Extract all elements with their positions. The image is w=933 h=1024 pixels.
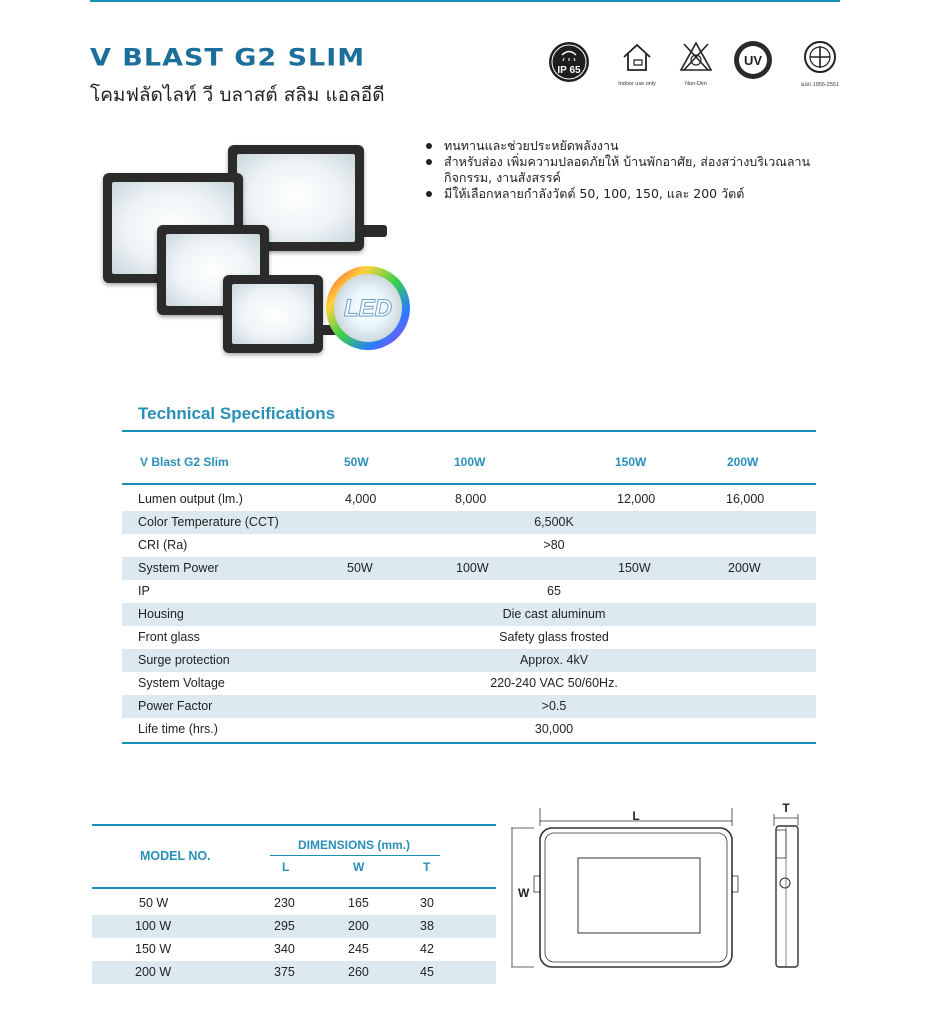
svg-text:IP 65: IP 65 — [557, 65, 581, 76]
feature-item: มีให้เลือกหลายกำลังวัตต์ 50, 100, 150, และ 200 วัตต์ — [426, 186, 846, 202]
non-dim-caption: Non-Dim — [685, 81, 707, 87]
tis-standard-icon — [795, 40, 845, 89]
dim-col-w: W — [353, 860, 365, 874]
dim-row: 50 W 230 165 30 — [139, 896, 434, 910]
dim-col-l: L — [282, 860, 290, 874]
spec-header-rule — [122, 483, 816, 485]
dim-row: 150 W 340 245 42 — [135, 942, 434, 956]
spec-row-cct: Color Temperature (CCT) 6,500K — [122, 511, 816, 534]
dim-title: DIMENSIONS (mm.) — [298, 838, 411, 852]
width-label: W — [518, 886, 530, 900]
product-subtitle: โคมฟลัดไลท์ วี บลาสต์ สลิม แอลอีดี — [90, 84, 385, 106]
spec-row-surge: Surge protection Approx. 4kV — [122, 649, 816, 672]
product-title: V BLAST G2 SLIM — [90, 44, 366, 72]
dim-row: 200 W 375 260 45 — [92, 961, 496, 984]
spec-row-system-power: System Power 50W 100W 150W 200W — [122, 557, 816, 580]
spec-row-front-glass: Front glass Safety glass frosted — [138, 630, 609, 644]
feature-item: ทนทานและช่วยประหยัดพลังงาน — [426, 138, 846, 154]
spec-row-lumen: Lumen output (lm.) 4,000 8,000 12,000 16,000 — [138, 492, 765, 506]
length-label: L — [632, 809, 640, 823]
thickness-label: T — [782, 801, 790, 815]
dimension-drawing — [508, 800, 828, 985]
lamp-50w — [223, 275, 323, 353]
indoor-use-caption: Indoor use only — [618, 81, 656, 87]
spec-row-ip: IP 65 — [138, 584, 561, 598]
dim-subrule — [270, 855, 440, 856]
dim-top-rule — [92, 824, 496, 826]
feature-item: สำหรับส่อง เพิ่มความปลอดภัยให้ บ้านพักอาศัย, ส่องสว่างบริเวณลาน กิจกรรม, งานสังสรรค์ — [426, 154, 846, 186]
spec-row-cri: CRI (Ra) >80 — [138, 538, 565, 552]
spec-top-rule — [122, 430, 816, 432]
top-rule — [90, 0, 840, 2]
spec-header-100w: 100W — [454, 455, 486, 469]
spec-bottom-rule — [122, 742, 816, 744]
spec-header-150w: 150W — [615, 455, 647, 469]
svg-text:UV: UV — [743, 53, 763, 68]
indoor-use-icon — [612, 40, 662, 87]
spec-row-power-factor: Power Factor >0.5 — [122, 695, 816, 718]
svg-text:LED: LED — [344, 295, 392, 322]
spec-row-housing: Housing Die cast aluminum — [122, 603, 816, 626]
spec-row-lifetime: Life time (hrs.) 30,000 — [138, 722, 574, 736]
product-image — [95, 140, 425, 365]
tis-standard-caption: มอก.1955-2551 — [800, 82, 840, 88]
dim-row: 100 W 295 200 38 — [92, 915, 496, 938]
spec-header-50w: 50W — [344, 455, 369, 469]
spec-header-model: V Blast G2 Slim — [140, 455, 229, 469]
dim-header-rule — [92, 887, 496, 889]
spec-header-200w: 200W — [727, 455, 759, 469]
dim-model-header: MODEL NO. — [140, 849, 211, 863]
spec-row-voltage: System Voltage 220-240 VAC 50/60Hz. — [138, 676, 618, 690]
ip65-icon — [546, 40, 592, 89]
spec-section-title: Technical Specifications — [138, 404, 336, 423]
non-dim-icon — [671, 40, 721, 87]
uv-icon — [732, 40, 774, 85]
led-badge-icon — [323, 263, 413, 353]
feature-list — [426, 138, 846, 202]
dim-col-t: T — [423, 860, 431, 874]
